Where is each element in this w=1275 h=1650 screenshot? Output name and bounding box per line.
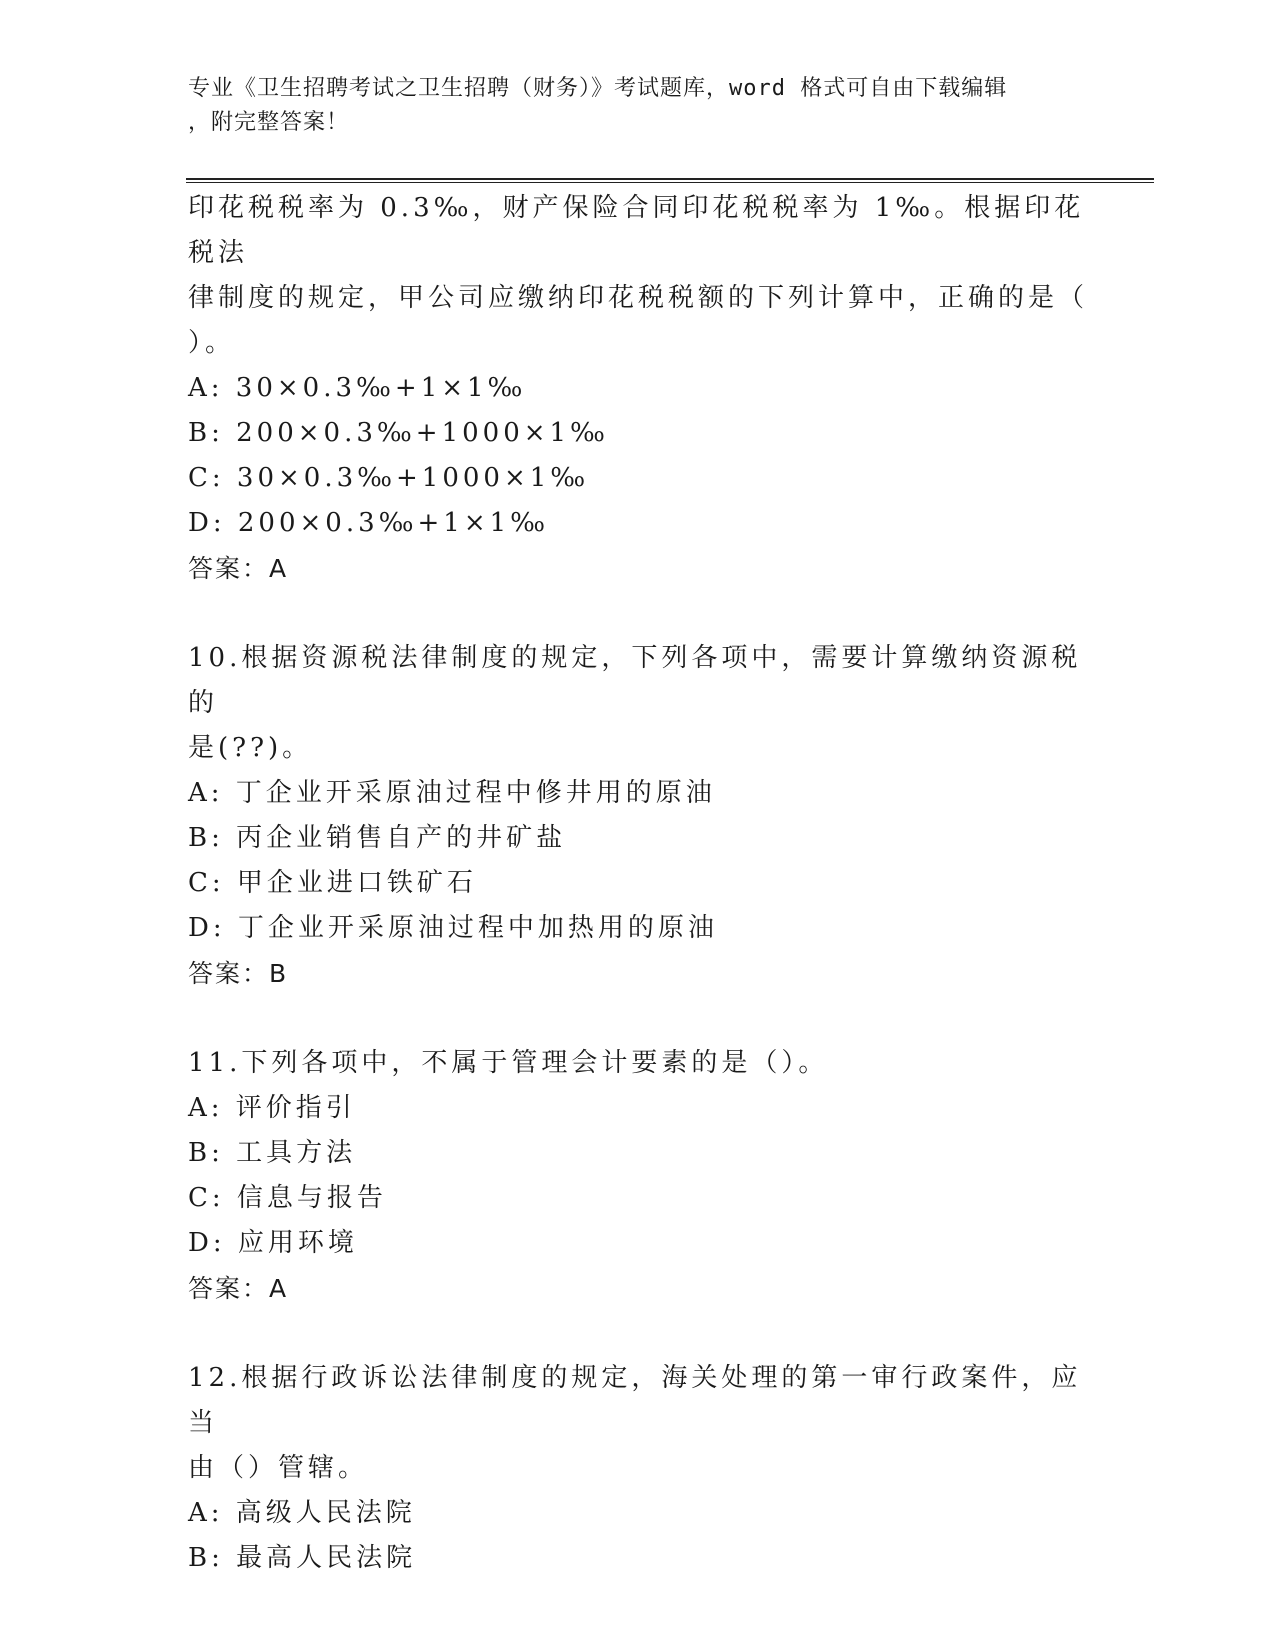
option-d: D: 丁企业开采原油过程中加热用的原油	[188, 913, 718, 943]
question-text-line: 12.根据行政诉讼法律制度的规定，海关处理的第一审行政案件，应当	[188, 1363, 1082, 1438]
option-a: A: 高级人民法院	[188, 1498, 416, 1528]
option-c: C: 30×0.3‰+1000×1‰	[188, 463, 590, 493]
option-b: B: 200×0.3‰+1000×1‰	[188, 418, 609, 448]
answer-label: 答案：B	[188, 959, 289, 988]
answer-label: 答案：A	[188, 554, 289, 583]
question-9	[188, 186, 1088, 591]
option-a: A: 丁企业开采原油过程中修井用的原油	[188, 778, 716, 808]
option-a: A: 评价指引	[188, 1093, 356, 1123]
spacer	[188, 1311, 1088, 1356]
header-line-1: 专业《卫生招聘考试之卫生招聘（财务）》考试题库，word 格式可自由下载编辑	[188, 76, 1008, 101]
question-text-line: 律制度的规定，甲公司应缴纳印花税税额的下列计算中，正确的是（	[188, 283, 1089, 313]
question-12	[188, 1356, 1088, 1581]
option-d: D: 应用环境	[188, 1228, 358, 1258]
option-b: B: 最高人民法院	[188, 1543, 417, 1573]
question-10	[188, 636, 1088, 996]
spacer	[188, 996, 1088, 1041]
option-c: C: 信息与报告	[188, 1183, 387, 1213]
header-divider	[186, 178, 1154, 183]
question-11	[188, 1041, 1088, 1311]
option-d: D: 200×0.3‰+1×1‰	[188, 508, 550, 538]
question-text-line: ）。	[188, 328, 236, 358]
page-header	[188, 72, 1068, 140]
option-a: A: 30×0.3‰+1×1‰	[188, 373, 527, 403]
question-text-line: 由（）管辖。	[188, 1453, 369, 1483]
question-text-line: 11.下列各项中，不属于管理会计要素的是（）。	[188, 1048, 829, 1078]
option-b: B: 丙企业销售自产的井矿盐	[188, 823, 567, 853]
question-text-line: 是(??)。	[188, 733, 313, 763]
option-b: B: 工具方法	[188, 1138, 357, 1168]
answer-label: 答案：A	[188, 1274, 289, 1303]
document-body	[188, 186, 1088, 1581]
question-text-line: 印花税税率为 0.3‰，财产保险合同印花税税率为 1‰。根据印花税法	[188, 193, 1085, 268]
header-line-2: ，附完整答案！	[188, 110, 350, 135]
option-c: C: 甲企业进口铁矿石	[188, 868, 477, 898]
spacer	[188, 591, 1088, 636]
question-text-line: 10.根据资源税法律制度的规定，下列各项中，需要计算缴纳资源税的	[188, 643, 1082, 718]
